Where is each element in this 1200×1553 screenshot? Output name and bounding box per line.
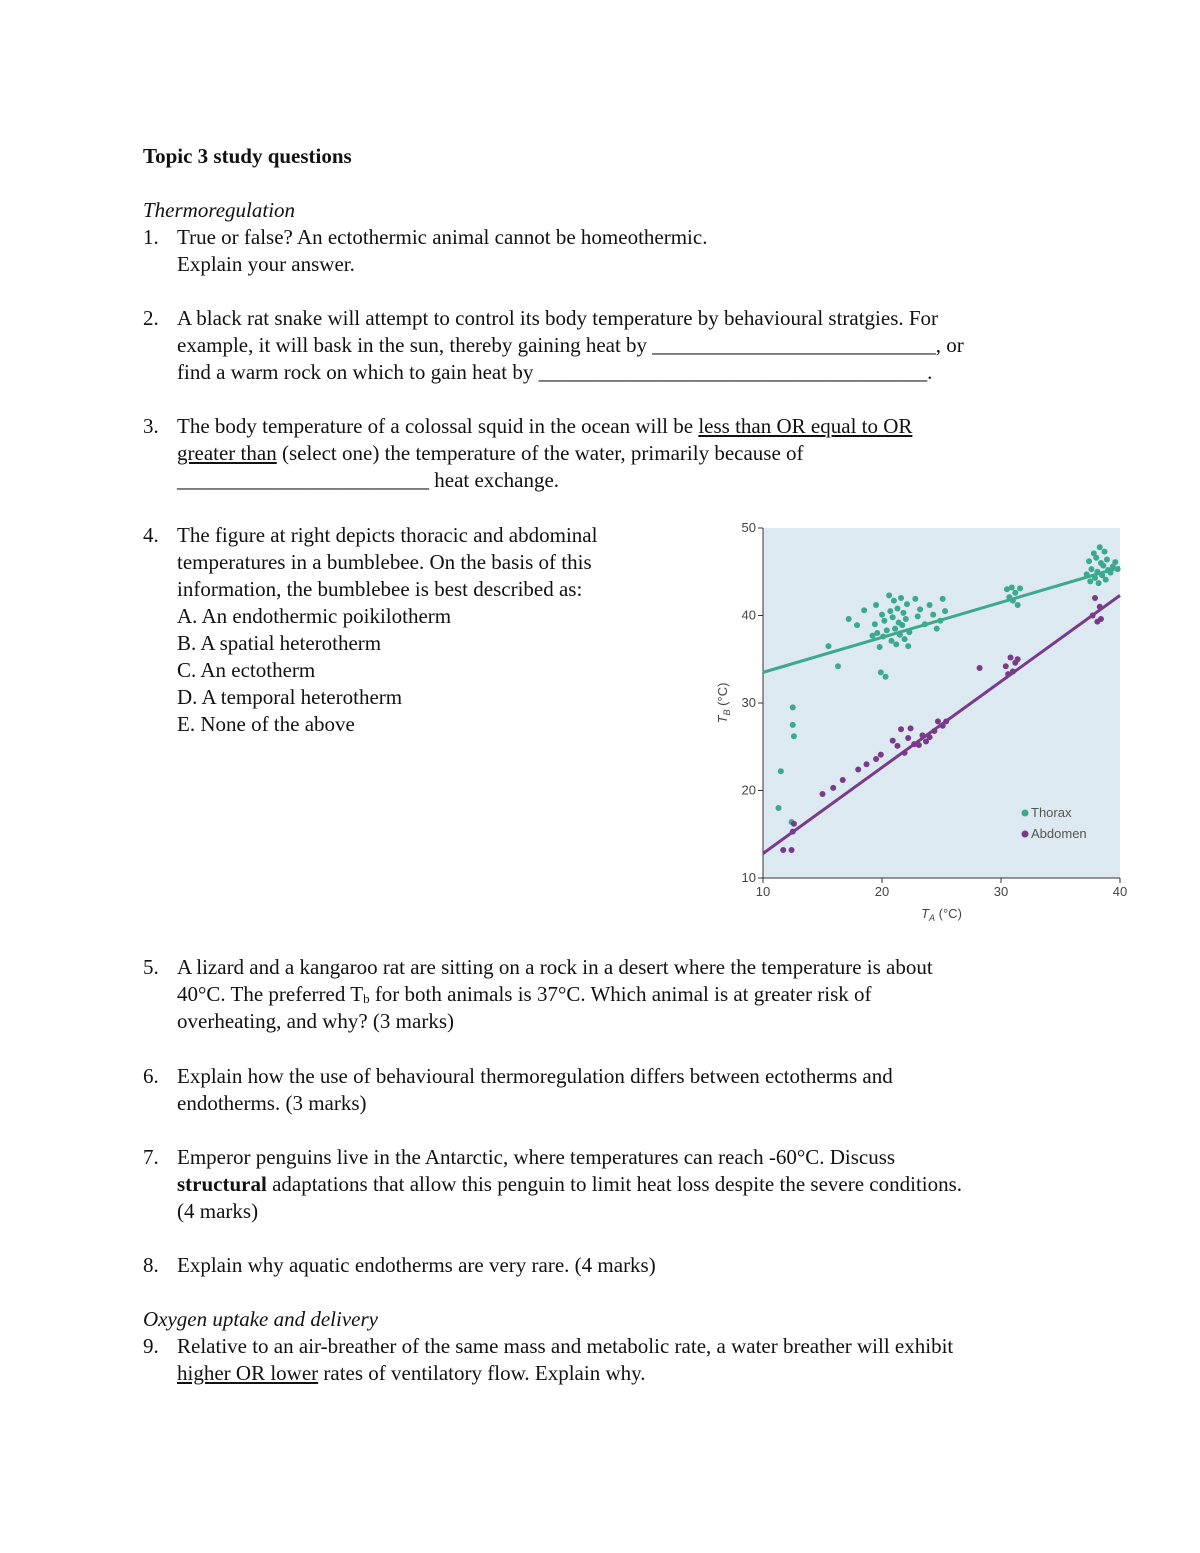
abdomen-data-point [905, 735, 911, 741]
thorax-data-point [897, 632, 903, 638]
abdomen-data-point [873, 756, 879, 762]
question-2-text: A black rat snake will attempt to control its body temperature by behavioural stratgies. For [177, 306, 939, 330]
thorax-data-point [872, 621, 878, 627]
bumblebee-temperature-chart [705, 515, 1135, 930]
question-5-text-part: 40°C. The preferred T [177, 982, 364, 1006]
legend-label-abdomen: Abdomen [1031, 826, 1087, 841]
abdomen-data-point [1003, 663, 1009, 669]
abdomen-data-point [935, 718, 941, 724]
x-tick-label: 10 [755, 884, 771, 899]
thorax-data-point [1100, 563, 1106, 569]
thorax-data-point [934, 626, 940, 632]
abdomen-data-point [789, 847, 795, 853]
abdomen-data-point [830, 785, 836, 791]
abdomen-data-point [1008, 655, 1014, 661]
thorax-data-point [892, 626, 898, 632]
question-3-choice: greater than [177, 441, 277, 465]
thorax-data-point [899, 622, 905, 628]
question-1-text: True or false? An ectothermic animal cannot be homeothermic. [177, 225, 708, 249]
question-number-5: 5. [143, 955, 159, 979]
thorax-data-point [903, 616, 909, 622]
x-tick-label: 30 [993, 884, 1009, 899]
y-tick-label: 40 [741, 607, 756, 623]
x-tick-label: 40 [1112, 884, 1128, 899]
abdomen-data-point [902, 750, 908, 756]
abdomen-data-point [864, 761, 870, 767]
question-4-text: temperatures in a bumblebee. On the basis of this [177, 550, 592, 574]
thorax-data-point [1104, 557, 1110, 563]
abdomen-data-point [878, 752, 884, 758]
section-heading-thermoregulation: Thermoregulation [143, 198, 296, 222]
question-3-choice: less than OR equal to OR [698, 414, 913, 438]
thorax-data-point [1112, 559, 1118, 565]
thorax-data-point [775, 805, 781, 811]
question-4-text: The figure at right depicts thoracic and abdominal [177, 523, 598, 547]
question-3-text-part: (select one) the temperature of the water, primarily because of [276, 441, 804, 465]
question-number-7: 7. [143, 1145, 159, 1169]
thorax-data-point [1015, 602, 1021, 608]
abdomen-data-point [916, 742, 922, 748]
page-title: Topic 3 study questions [143, 144, 352, 168]
abdomen-data-point [943, 718, 949, 724]
y-tick-label: 10 [741, 870, 756, 885]
thorax-data-point [915, 613, 921, 619]
question-number-1: 1. [143, 225, 159, 249]
question-7-text-part: adaptations that allow this penguin to limit heat loss despite the severe conditions. [266, 1172, 963, 1196]
abdomen-data-point [855, 767, 861, 773]
legend-marker-thorax [1022, 810, 1029, 817]
abdomen-data-point [1010, 669, 1016, 675]
thorax-data-point [922, 621, 928, 627]
thorax-data-point [930, 612, 936, 618]
question-7-text: Emperor penguins live in the Antarctic, where temperatures can reach -60°C. Discuss [177, 1145, 896, 1169]
question-number-6: 6. [143, 1064, 159, 1088]
thorax-data-point [873, 602, 879, 608]
question-9-text [177, 1360, 646, 1387]
thorax-data-point [877, 644, 883, 650]
question-5-text-part: for both animals is 37°C. Which animal is at greater risk of [369, 982, 872, 1006]
question-6-text: endotherms. (3 marks) [177, 1091, 367, 1115]
question-number-8: 8. [143, 1253, 159, 1277]
thorax-data-point [905, 643, 911, 649]
answer-option-a: A. An endothermic poikilotherm [177, 604, 452, 628]
abdomen-data-point [890, 738, 896, 744]
question-3-text [177, 440, 804, 467]
abdomen-data-point [977, 665, 983, 671]
thorax-data-point [1010, 598, 1016, 604]
thorax-data-point [1009, 585, 1015, 591]
abdomen-data-point [790, 829, 796, 835]
question-2-text: find a warm rock on which to gain heat by _____________________________________. [177, 360, 933, 384]
thorax-data-point [883, 674, 889, 680]
question-2-text: example, it will bask in the sun, thereby gaining heat by ___________________________, or [177, 333, 964, 357]
abdomen-data-point [927, 734, 933, 740]
abdomen-data-point [780, 847, 786, 853]
abdomen-data-point [840, 777, 846, 783]
x-tick-label: 20 [874, 884, 890, 899]
thorax-data-point [790, 722, 796, 728]
question-9-text: Relative to an air-breather of the same mass and metabolic rate, a water breather will exhibit [177, 1334, 954, 1358]
abdomen-data-point [894, 743, 900, 749]
abdomen-data-point [1015, 656, 1021, 662]
thorax-data-point [937, 618, 943, 624]
abdomen-data-point [1090, 613, 1096, 619]
thorax-data-point [1094, 569, 1100, 575]
thorax-data-point [1115, 566, 1121, 572]
thorax-data-point [912, 596, 918, 602]
thorax-data-point [1088, 566, 1094, 572]
thorax-data-point [1096, 580, 1102, 586]
thorax-data-point [879, 612, 885, 618]
question-9-choice: higher OR lower [177, 1361, 319, 1385]
abdomen-data-point [1092, 595, 1098, 601]
question-number-3: 3. [143, 414, 159, 438]
thorax-data-point [906, 629, 912, 635]
thorax-data-point [1087, 578, 1093, 584]
thorax-data-point [861, 607, 867, 613]
thorax-data-point [1102, 549, 1108, 555]
subscript-b: b [363, 991, 370, 1006]
thorax-data-point [887, 608, 893, 614]
legend-label-thorax: Thorax [1031, 805, 1072, 820]
question-number-2: 2. [143, 306, 159, 330]
abdomen-data-point [931, 728, 937, 734]
question-7-text: (4 marks) [177, 1199, 259, 1223]
thorax-data-point [1084, 571, 1090, 577]
y-axis-label: $T_B$ (°C) [715, 682, 732, 724]
thorax-data-point [880, 634, 886, 640]
abdomen-data-point [898, 726, 904, 732]
thorax-data-point [1093, 555, 1099, 561]
y-tick-label: 20 [741, 782, 756, 798]
thorax-data-point [886, 592, 892, 598]
thorax-data-point [940, 596, 946, 602]
thorax-data-point [1097, 544, 1103, 550]
abdomen-data-point [1097, 604, 1103, 610]
thorax-data-point [791, 733, 797, 739]
thorax-data-point [1012, 590, 1018, 596]
thorax-data-point [889, 638, 895, 644]
thorax-data-point [902, 636, 908, 642]
thorax-data-point [904, 601, 910, 607]
legend-marker-abdomen [1022, 831, 1029, 838]
thorax-data-point [898, 595, 904, 601]
question-3-text [177, 413, 912, 440]
question-7-text [177, 1171, 962, 1198]
question-4-text: information, the bumblebee is best described as: [177, 577, 583, 601]
thorax-data-point [881, 618, 887, 624]
answer-option-b: B. A spatial heterotherm [177, 631, 382, 655]
y-tick-label: 30 [741, 695, 756, 710]
question-3-text: ________________________ heat exchange. [177, 468, 560, 492]
thorax-data-point [900, 610, 906, 616]
abdomen-data-point [1098, 616, 1104, 622]
thorax-data-point [884, 627, 890, 633]
abdomen-data-point [908, 725, 914, 731]
question-5-text: A lizard and a kangaroo rat are sitting on a rock in a desert where the temperature is about [177, 955, 933, 979]
thorax-data-point [874, 630, 880, 636]
thorax-data-point [1103, 577, 1109, 583]
abdomen-data-point [791, 821, 797, 827]
question-number-9: 9. [143, 1334, 159, 1358]
thorax-data-point [942, 608, 948, 614]
thorax-data-point [890, 614, 896, 620]
thorax-data-point [1107, 570, 1113, 576]
answer-option-c: C. An ectotherm [177, 658, 316, 682]
thorax-data-point [1092, 575, 1098, 581]
answer-option-e: E. None of the above [177, 712, 355, 736]
question-3-text-part: The body temperature of a colossal squid in the ocean will be [177, 414, 699, 438]
thorax-data-point [878, 669, 884, 675]
thorax-data-point [846, 616, 852, 622]
thorax-data-point [917, 606, 923, 612]
thorax-data-point [790, 704, 796, 710]
thorax-data-point [825, 643, 831, 649]
thorax-data-point [854, 622, 860, 628]
question-6-text: Explain how the use of behavioural thermoregulation differs between ectotherms and [177, 1064, 893, 1088]
thorax-data-point [835, 663, 841, 669]
question-5-text: overheating, and why? (3 marks) [177, 1009, 454, 1033]
abdomen-data-point [919, 732, 925, 738]
thorax-data-point [893, 641, 899, 647]
thorax-data-point [1086, 558, 1092, 564]
question-9-text-part: rates of ventilatory flow. Explain why. [318, 1361, 646, 1385]
thorax-data-point [778, 768, 784, 774]
thorax-data-point [1017, 585, 1023, 591]
bold-keyword: structural [177, 1172, 267, 1196]
thorax-data-point [927, 602, 933, 608]
question-number-4: 4. [143, 523, 159, 547]
x-axis-label: $T_A$ (°C) [921, 906, 962, 923]
thorax-data-point [894, 606, 900, 612]
y-tick-label: 50 [741, 520, 756, 535]
section-heading-oxygen: Oxygen uptake and delivery [143, 1307, 378, 1331]
abdomen-data-point [820, 791, 826, 797]
thorax-data-point [891, 598, 897, 604]
answer-option-d: D. A temporal heterotherm [177, 685, 403, 709]
question-1-text: Explain your answer. [177, 252, 355, 276]
question-8-text: Explain why aquatic endotherms are very rare. (4 marks) [177, 1253, 656, 1277]
